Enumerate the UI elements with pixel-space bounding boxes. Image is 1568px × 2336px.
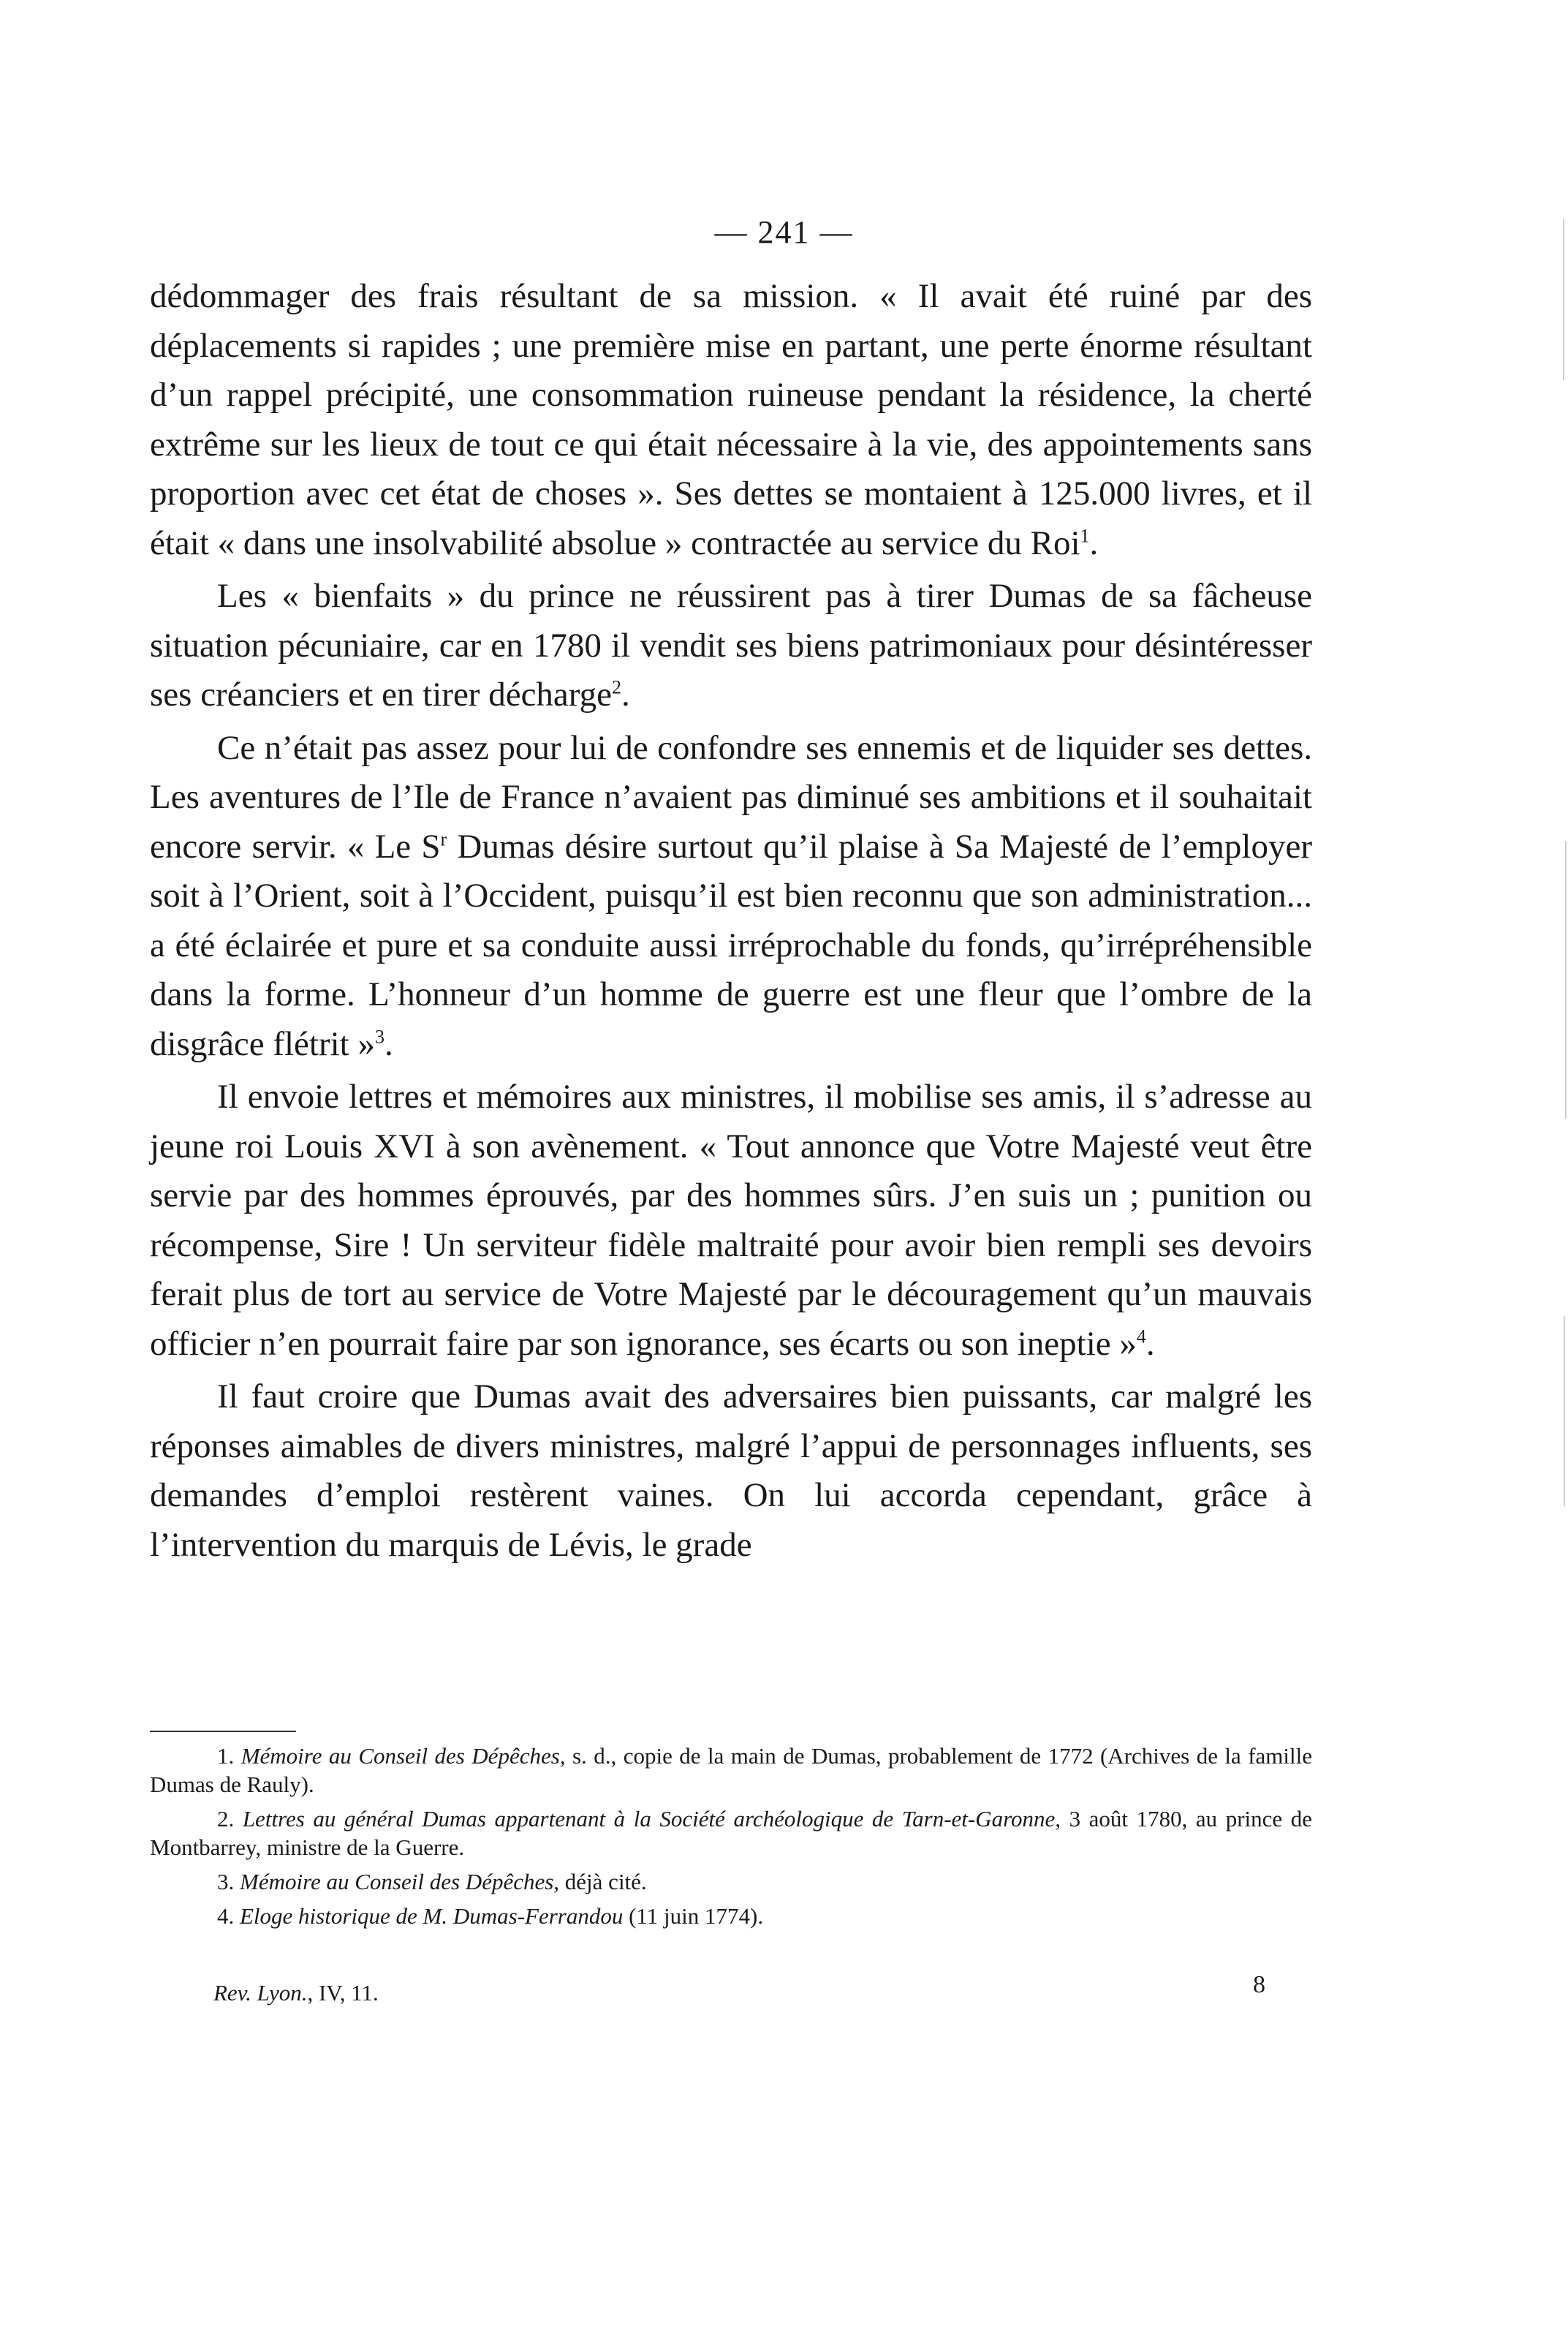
scan-edge-mark <box>1564 1316 1565 1506</box>
footnote-2: 2. Lettres au général Dumas appartenant à la Société archéologique de Tarn-et-Garonne, 3 août 1780, au prince de Montbarrey, ministre de la Guerre. <box>150 1806 1313 1860</box>
paragraph-1: dédommager des frais résultant de sa mission. « Il avait été ruiné par des déplacements si rapides ; une première mise en partant, une perte énorme résultant d’un rappel précipité, une consommation ruineuse pendant la résidence, la cherté extrême sur les lieux de tout ce qui était nécessaire à la vie, des appointements sans proportion avec cet état de choses ». Ses dettes se montaient à 125.000 livres, et il était « dans une insolvabilité absolue » contractée au service du Roi$^1$. <box>150 277 1312 562</box>
superscript-r: r <box>440 828 447 850</box>
footnote-1: 1. Mémoire au Conseil des Dépêches, s. d., copie de la main de Dumas, probablement de 1772 (Archives de la famille Dumas de Rauly). <box>150 1743 1313 1797</box>
footnote-rule <box>150 1731 296 1732</box>
footnote-ref-3[interactable]: 3 <box>374 1025 385 1047</box>
paragraph-5: Il faut croire que Dumas avait des adversaires bien puissants, car malgré les réponses aimables de divers ministres, malgré l’appui de personnages influents, ses demandes d’emploi restèrent vaines. On lui accorda cependant, grâce à l’intervention du marquis de Lévis, le grade <box>150 1377 1312 1564</box>
paragraph-3: Ce n’était pas assez pour lui de confondre ses ennemis et de liquider ses dettes. Les aventures de l’Ile de France n’avaient pas diminué ses ambitions et il souhaitait encore servir. « Le $S^r$ Dumas désire surtout qu’il plaise à Sa Majesté de l’employer soit à l’Orient, soit à l’Occident, puisqu’il est bien reconnu que son administration... a été éclairée et pure et sa conduite aussi irréprochable du fonds, qu’irrépréhensible dans la forme. L’honneur d’un homme de guerre est une fleur que l’ombre de la disgrâce flétrit »$^3$. <box>150 728 1312 1063</box>
paragraph-4: Il envoie lettres et mémoires aux ministres, il mobilise ses amis, il s’adresse au jeune roi Louis XVI à son avènement. « Tout annonce que Votre Majesté veut être servie par des hommes éprouvés, par des hommes sûrs. J’en suis un ; punition ou récompense, Sire ! Un serviteur fidèle maltraité pour avoir bien rempli ses devoirs ferait plus de tort au service de Votre Majesté par le découragement qu’un mauvais officier n’en pourrait faire par son ignorance, ses écarts ou son ineptie »$^4$. <box>150 1078 1312 1363</box>
page-number: — 241 — <box>714 214 854 250</box>
footnote-ref-2[interactable]: 2 <box>611 676 621 698</box>
scan-edge-mark <box>1563 219 1564 380</box>
footnote-4: 4. Eloge historique de M. Dumas-Ferrandou (11 juin 1774). <box>217 1903 764 1929</box>
footnote-ref-1[interactable]: 1 <box>1080 524 1090 546</box>
footnotes <box>150 1742 1312 1936</box>
signature-mark: 8 <box>1253 1971 1265 1998</box>
body-text <box>150 272 1312 1570</box>
paragraph-2: Les « bienfaits » du prince ne réussirent pas à tirer Dumas de sa fâcheuse situation pécuniaire, car en 1780 il vendit ses biens patrimoniaux pour désintéresser ses créanciers et en tirer décharge$^2$. <box>150 577 1312 714</box>
journal-reference: Rev. Lyon., IV, 11. <box>213 1980 379 2006</box>
scan-edge-mark <box>1565 841 1567 1119</box>
footnote-ref-4[interactable]: 4 <box>1136 1325 1146 1347</box>
footnote-3: 3. Mémoire au Conseil des Dépêches, déjà cité. <box>217 1869 647 1894</box>
